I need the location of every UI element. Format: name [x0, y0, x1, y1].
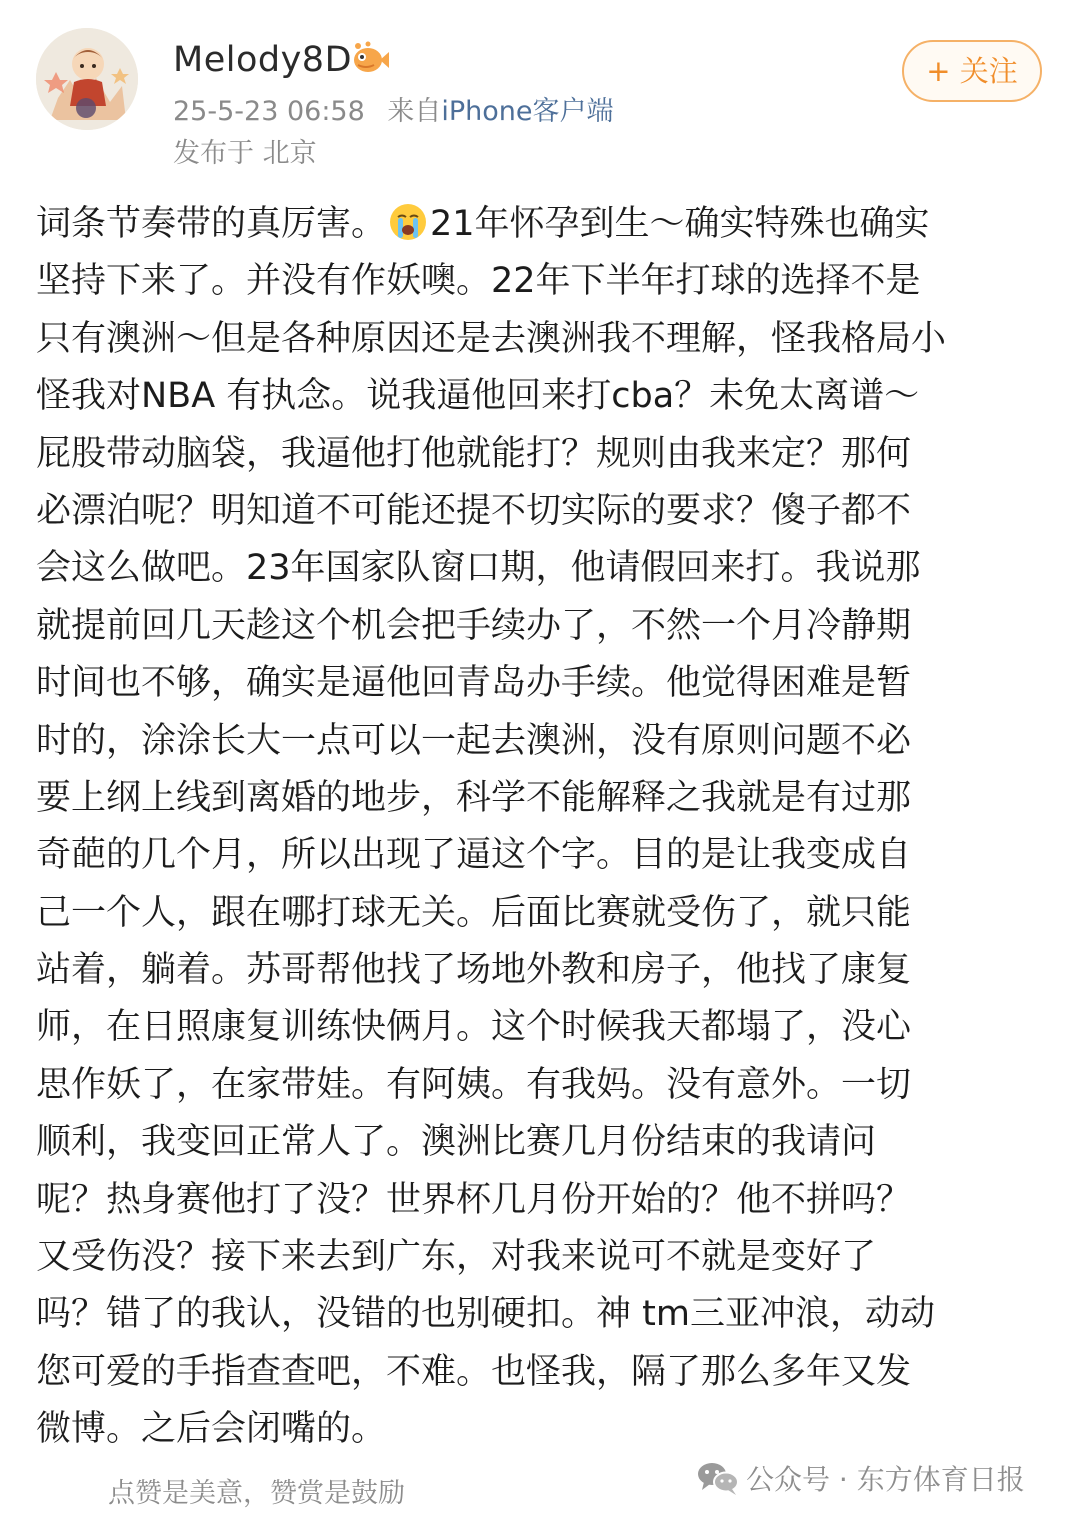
post-body	[36, 196, 1056, 1459]
post-line: 站着，躺着。苏哥帮他找了场地外教和房子，他找了康复	[36, 950, 912, 991]
post-line: 时的，涂涂长大一点可以一起去澳洲，没有原则问题不必	[36, 720, 912, 761]
post-line: 思作妖了，在家带娃。有阿姨。有我妈。没有意外。一切	[36, 1064, 912, 1105]
post-line: 己一个人，跟在哪打球无关。后面比赛就受伤了，就只能	[36, 892, 912, 933]
post-line: 微博。之后会闭嘴的。	[36, 1409, 387, 1450]
post-line: 师，在日照康复训练快俩月。这个时候我天都塌了，没心	[36, 1007, 912, 1048]
post-line: 会这么做吧。23年国家队窗口期，他请假回来打。我说那	[36, 548, 921, 589]
vip-fish-icon	[348, 40, 390, 78]
footer-caption: 点赞是美意，赞赏是鼓励	[108, 1478, 405, 1509]
post-text: 词条节奏带的真厉害。	[36, 204, 387, 244]
post-line: 又受伤没？接下来去到广东，对我来说可不就是变好了	[36, 1237, 877, 1278]
post-source-app[interactable]: iPhone客户端	[441, 96, 614, 127]
post-line: 必漂泊呢？明知道不可能还提不切实际的要求？傻子都不	[36, 490, 912, 531]
post-line: 顺利，我变回正常人了。澳洲比赛几月份结束的我请问	[36, 1122, 877, 1163]
post-line: 时间也不够，确实是逼他回青岛办手续。他觉得困难是暂	[36, 663, 912, 704]
post-location: 发布于 北京	[173, 138, 317, 169]
post-text: 21年怀孕到生～确实特殊也确实	[430, 204, 930, 244]
post-line: 只有澳洲～但是各种原因还是去澳洲我不理解，怪我格局小	[36, 318, 947, 359]
post-line: 要上纲上线到离婚的地步，科学不能解释之我就是有过那	[36, 777, 912, 818]
post-line: 屁股带动脑袋，我逼他打他就能打？规则由我来定？那何	[36, 433, 912, 474]
author-username[interactable]: Melody8D	[173, 40, 353, 80]
post-line	[36, 196, 1056, 253]
post-source-prefix: 来自	[387, 96, 442, 127]
post-line: 就提前回几天趁这个机会把手续办了，不然一个月冷静期	[36, 605, 912, 646]
post-line: 怪我对NBA 有执念。说我逼他回来打cba？未免太离谱～	[36, 376, 920, 417]
footer-watermark-text: 公众号 · 东方体育日报	[746, 1463, 1025, 1496]
author-avatar[interactable]	[36, 28, 138, 130]
post-header	[0, 0, 1080, 190]
post-date: 25-5-23 06:58	[173, 96, 365, 127]
wechat-icon	[696, 1460, 740, 1496]
post-line: 吗？错了的我认，没错的也别硬扣。神 tm三亚冲浪，动动	[36, 1294, 935, 1335]
footer-watermark	[696, 1458, 1025, 1498]
follow-button[interactable]: + 关注	[902, 40, 1042, 102]
post-line: 坚持下来了。并没有作妖噢。22年下半年打球的选择不是	[36, 261, 921, 302]
post-line: 呢？热身赛他打了没？世界杯几月份开始的？他不拼吗？	[36, 1179, 912, 1220]
post-line: 您可爱的手指查查吧，不难。也怪我，隔了那么多年又发	[36, 1351, 912, 1392]
post-meta	[173, 96, 614, 128]
crying-face-icon	[388, 202, 428, 242]
post-line: 奇葩的几个月，所以出现了逼这个字。目的是让我变成自	[36, 835, 912, 876]
